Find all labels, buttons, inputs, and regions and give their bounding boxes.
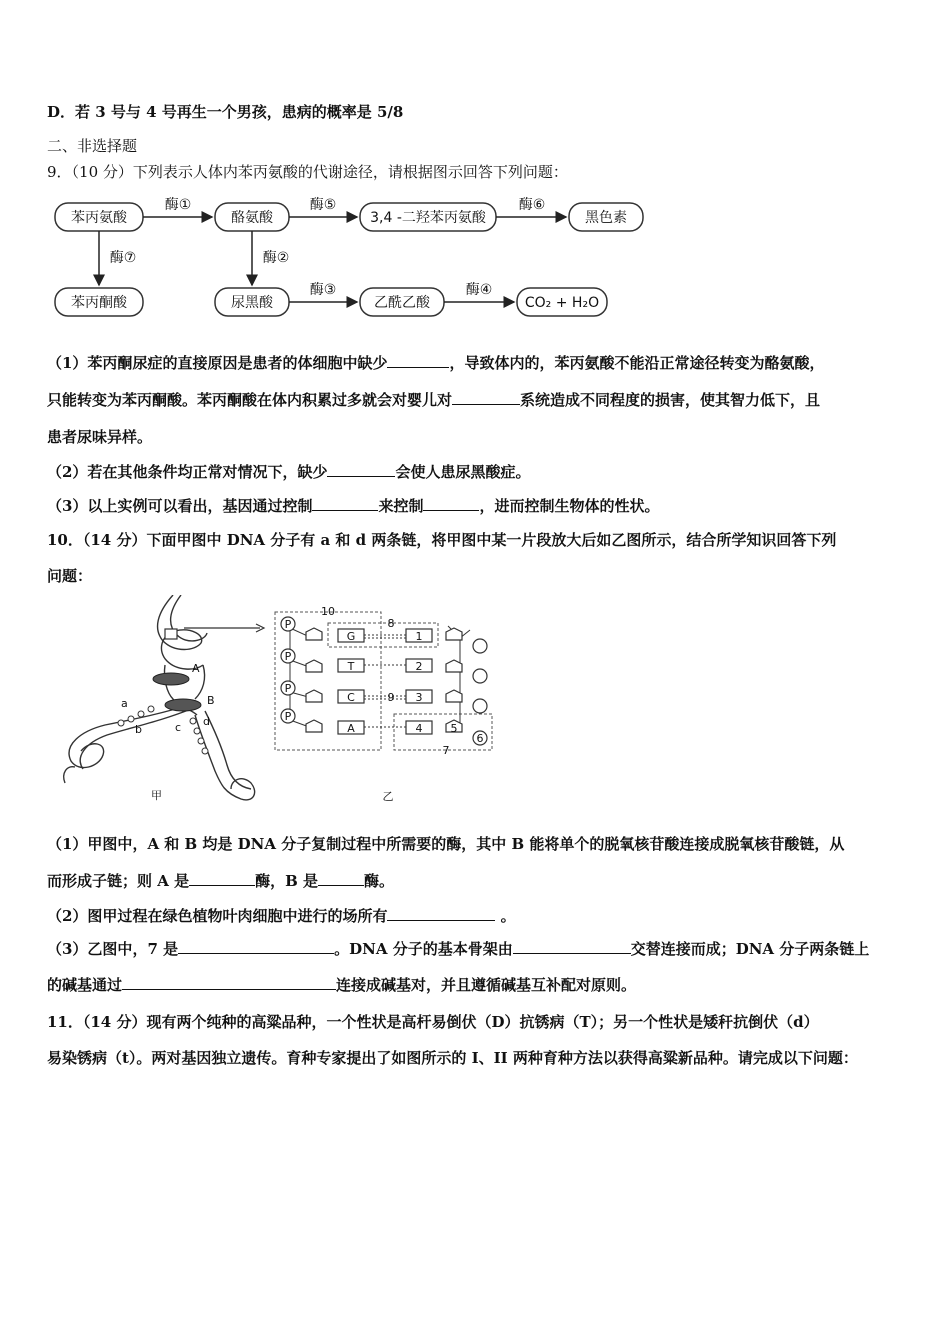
base-left-1: G: [346, 630, 356, 643]
label-c: c: [175, 721, 182, 734]
label-e4: 酶④: [465, 282, 493, 298]
q10-p3-blank-1[interactable]: [178, 939, 334, 954]
q10-p2-text-b: 。: [495, 907, 516, 925]
q10-stem-line1: 10．（14 分）下面甲图中 DNA 分子有 a 和 d 两条链，将甲图中某一片段放大后如乙图所示，结合所学知识回答下列: [47, 531, 837, 549]
p-4: P: [284, 710, 292, 723]
q10-p1-blank-2[interactable]: [318, 871, 364, 886]
q9-part1-line1: [47, 353, 824, 373]
enzyme-b-polymerase: [165, 699, 201, 711]
label-e1: 酶①: [164, 197, 192, 213]
label-e7: 酶⑦: [109, 250, 137, 266]
base-right-3: 3: [415, 691, 423, 704]
q10-p2-text-a: （2）图甲过程在绿色植物叶肉细胞中进行的场所有: [47, 907, 388, 925]
label-e2: 酶②: [262, 250, 290, 266]
q10-part2: [47, 906, 516, 926]
label-homogentisic: 尿黑酸: [231, 295, 273, 311]
label-e3: 酶③: [309, 282, 337, 298]
q10-p3-blank-3[interactable]: [122, 975, 336, 990]
p-3: P: [284, 682, 292, 695]
q9-p2-blank[interactable]: [327, 462, 395, 477]
p-1: P: [284, 618, 292, 631]
q9-p1-text-c: 只能转变为苯丙酮酸。苯丙酮酸在体内积累过多就会对婴儿对: [47, 391, 453, 409]
q10-p3-text-a: （3）乙图中，7 是: [47, 940, 179, 958]
q9-p3-text-b: 来控制: [378, 497, 424, 515]
label-8: 8: [387, 617, 395, 630]
q10-part1-line1: （1）甲图中，A 和 B 均是 DNA 分子复制过程中所需要的酶，其中 B 能将单个的脱氧核苷酸连接成脱氧核苷酸链，从: [47, 835, 845, 853]
q9-part1-line3: 患者尿味异样。: [47, 428, 153, 446]
label-5: 5: [450, 722, 458, 735]
p-2: P: [284, 650, 292, 663]
q9-p3-blank-1[interactable]: [312, 496, 378, 511]
q11-stem-line1: 11．（14 分）现有两个纯种的高粱品种，一个性状是高杆易倒伏（D）抗锈病（T）；另一个性状是矮秆抗倒伏（d）: [47, 1013, 819, 1031]
q9-p1-text-d: 系统造成不同程度的损害，使其智力低下，且: [520, 391, 821, 409]
q9-p2-text-b: 会使人患尿黑酸症。: [395, 463, 531, 481]
q10-p1-text-b: 而形成子链；则 A 是: [47, 872, 190, 890]
q10-p3-blank-2[interactable]: [513, 939, 631, 954]
base-left-3: C: [347, 691, 355, 704]
q10-p3-text-c: 交替连接而成；DNA 分子两条链上: [630, 940, 870, 958]
q8-option-d: D．若 3 号与 4 号再生一个男孩，患病的概率是 5/8: [47, 103, 404, 121]
base-left-2: T: [347, 660, 355, 673]
label-melanin: 黑色素: [585, 210, 627, 226]
q9-p3-text-a: （3）以上实例可以看出，基因通过控制: [47, 497, 313, 515]
label-dopa: 3,4 -二羟苯丙氨酸: [370, 210, 486, 226]
q10-stem-line2: 问题：: [47, 567, 93, 585]
q9-pathway-diagram: [47, 190, 647, 325]
label-b: b: [135, 723, 142, 736]
label-7: 7: [442, 744, 450, 757]
caption-yi: 乙: [382, 790, 394, 803]
q10-part3-line1: [47, 939, 869, 959]
label-10: 10: [321, 605, 335, 618]
enzyme-a-helicase: [153, 673, 189, 685]
q10-p3-text-d: 的碱基通过: [47, 976, 123, 994]
q10-p2-blank[interactable]: [387, 906, 495, 921]
q10-figure-yi: [270, 598, 500, 810]
label-e6: 酶⑥: [518, 197, 546, 213]
label-acetoacetate: 乙酰乙酸: [374, 295, 430, 311]
label-phenylalanine: 苯丙氨酸: [71, 210, 127, 226]
caption-jia: 甲: [151, 789, 162, 802]
q9-p2-text-a: （2）若在其他条件均正常对情况下，缺少: [47, 463, 328, 481]
q10-p3-text-e: 连接成碱基对，并且遵循碱基互补配对原则。: [336, 976, 637, 994]
q10-p1-text-d: 酶。: [364, 872, 395, 890]
q9-p3-text-c: ，进而控制生物体的性状。: [479, 497, 660, 515]
q9-p1-blank-1[interactable]: [387, 353, 449, 368]
q9-part1-line2: [47, 390, 820, 410]
label-tyrosine: 酪氨酸: [231, 210, 273, 226]
q10-p1-blank-1[interactable]: [189, 871, 255, 886]
label-e5: 酶⑤: [309, 197, 337, 213]
base-left-4: A: [347, 722, 355, 735]
label-A: A: [192, 662, 200, 675]
base-right-2: 2: [415, 660, 423, 673]
label-phenylpyruvate: 苯丙酮酸: [71, 295, 127, 311]
label-B: B: [207, 694, 215, 707]
base-right-1: 1: [415, 630, 423, 643]
base-right-4: 4: [415, 722, 423, 735]
q9-p3-blank-2[interactable]: [423, 496, 479, 511]
label-6: 6: [476, 732, 484, 745]
q10-part3-line2: [47, 975, 636, 995]
q9-stem: 9．（10 分）下列表示人体内苯丙氨酸的代谢途径，请根据图示回答下列问题：: [47, 163, 568, 181]
q9-p1-blank-2[interactable]: [452, 390, 520, 405]
q9-p1-text-b: ，导致体内的，苯丙氨酸不能沿正常途径转变为酪氨酸，: [449, 354, 825, 372]
label-9: 9: [387, 691, 395, 704]
q11-stem-line2: 易染锈病（t）。两对基因独立遗传。育种专家提出了如图所示的 I、II 两种育种方法以获得高粱新品种。请完成以下问题：: [47, 1049, 858, 1067]
q10-p1-text-c: 酶，B 是: [255, 872, 318, 890]
q10-part1-line2: [47, 871, 394, 891]
q9-part3: [47, 496, 659, 516]
q9-part2: [47, 462, 530, 482]
label-d: d: [203, 715, 210, 728]
zoom-arrow: [180, 620, 270, 636]
q10-p3-text-b: 。DNA 分子的基本骨架由: [334, 940, 513, 958]
q9-p1-text-a: （1）苯丙酮尿症的直接原因是患者的体细胞中缺少: [47, 354, 388, 372]
section-title: 二、非选择题: [47, 137, 138, 155]
label-co2-h2o: CO₂ + H₂O: [524, 295, 600, 311]
label-a: a: [121, 697, 128, 710]
